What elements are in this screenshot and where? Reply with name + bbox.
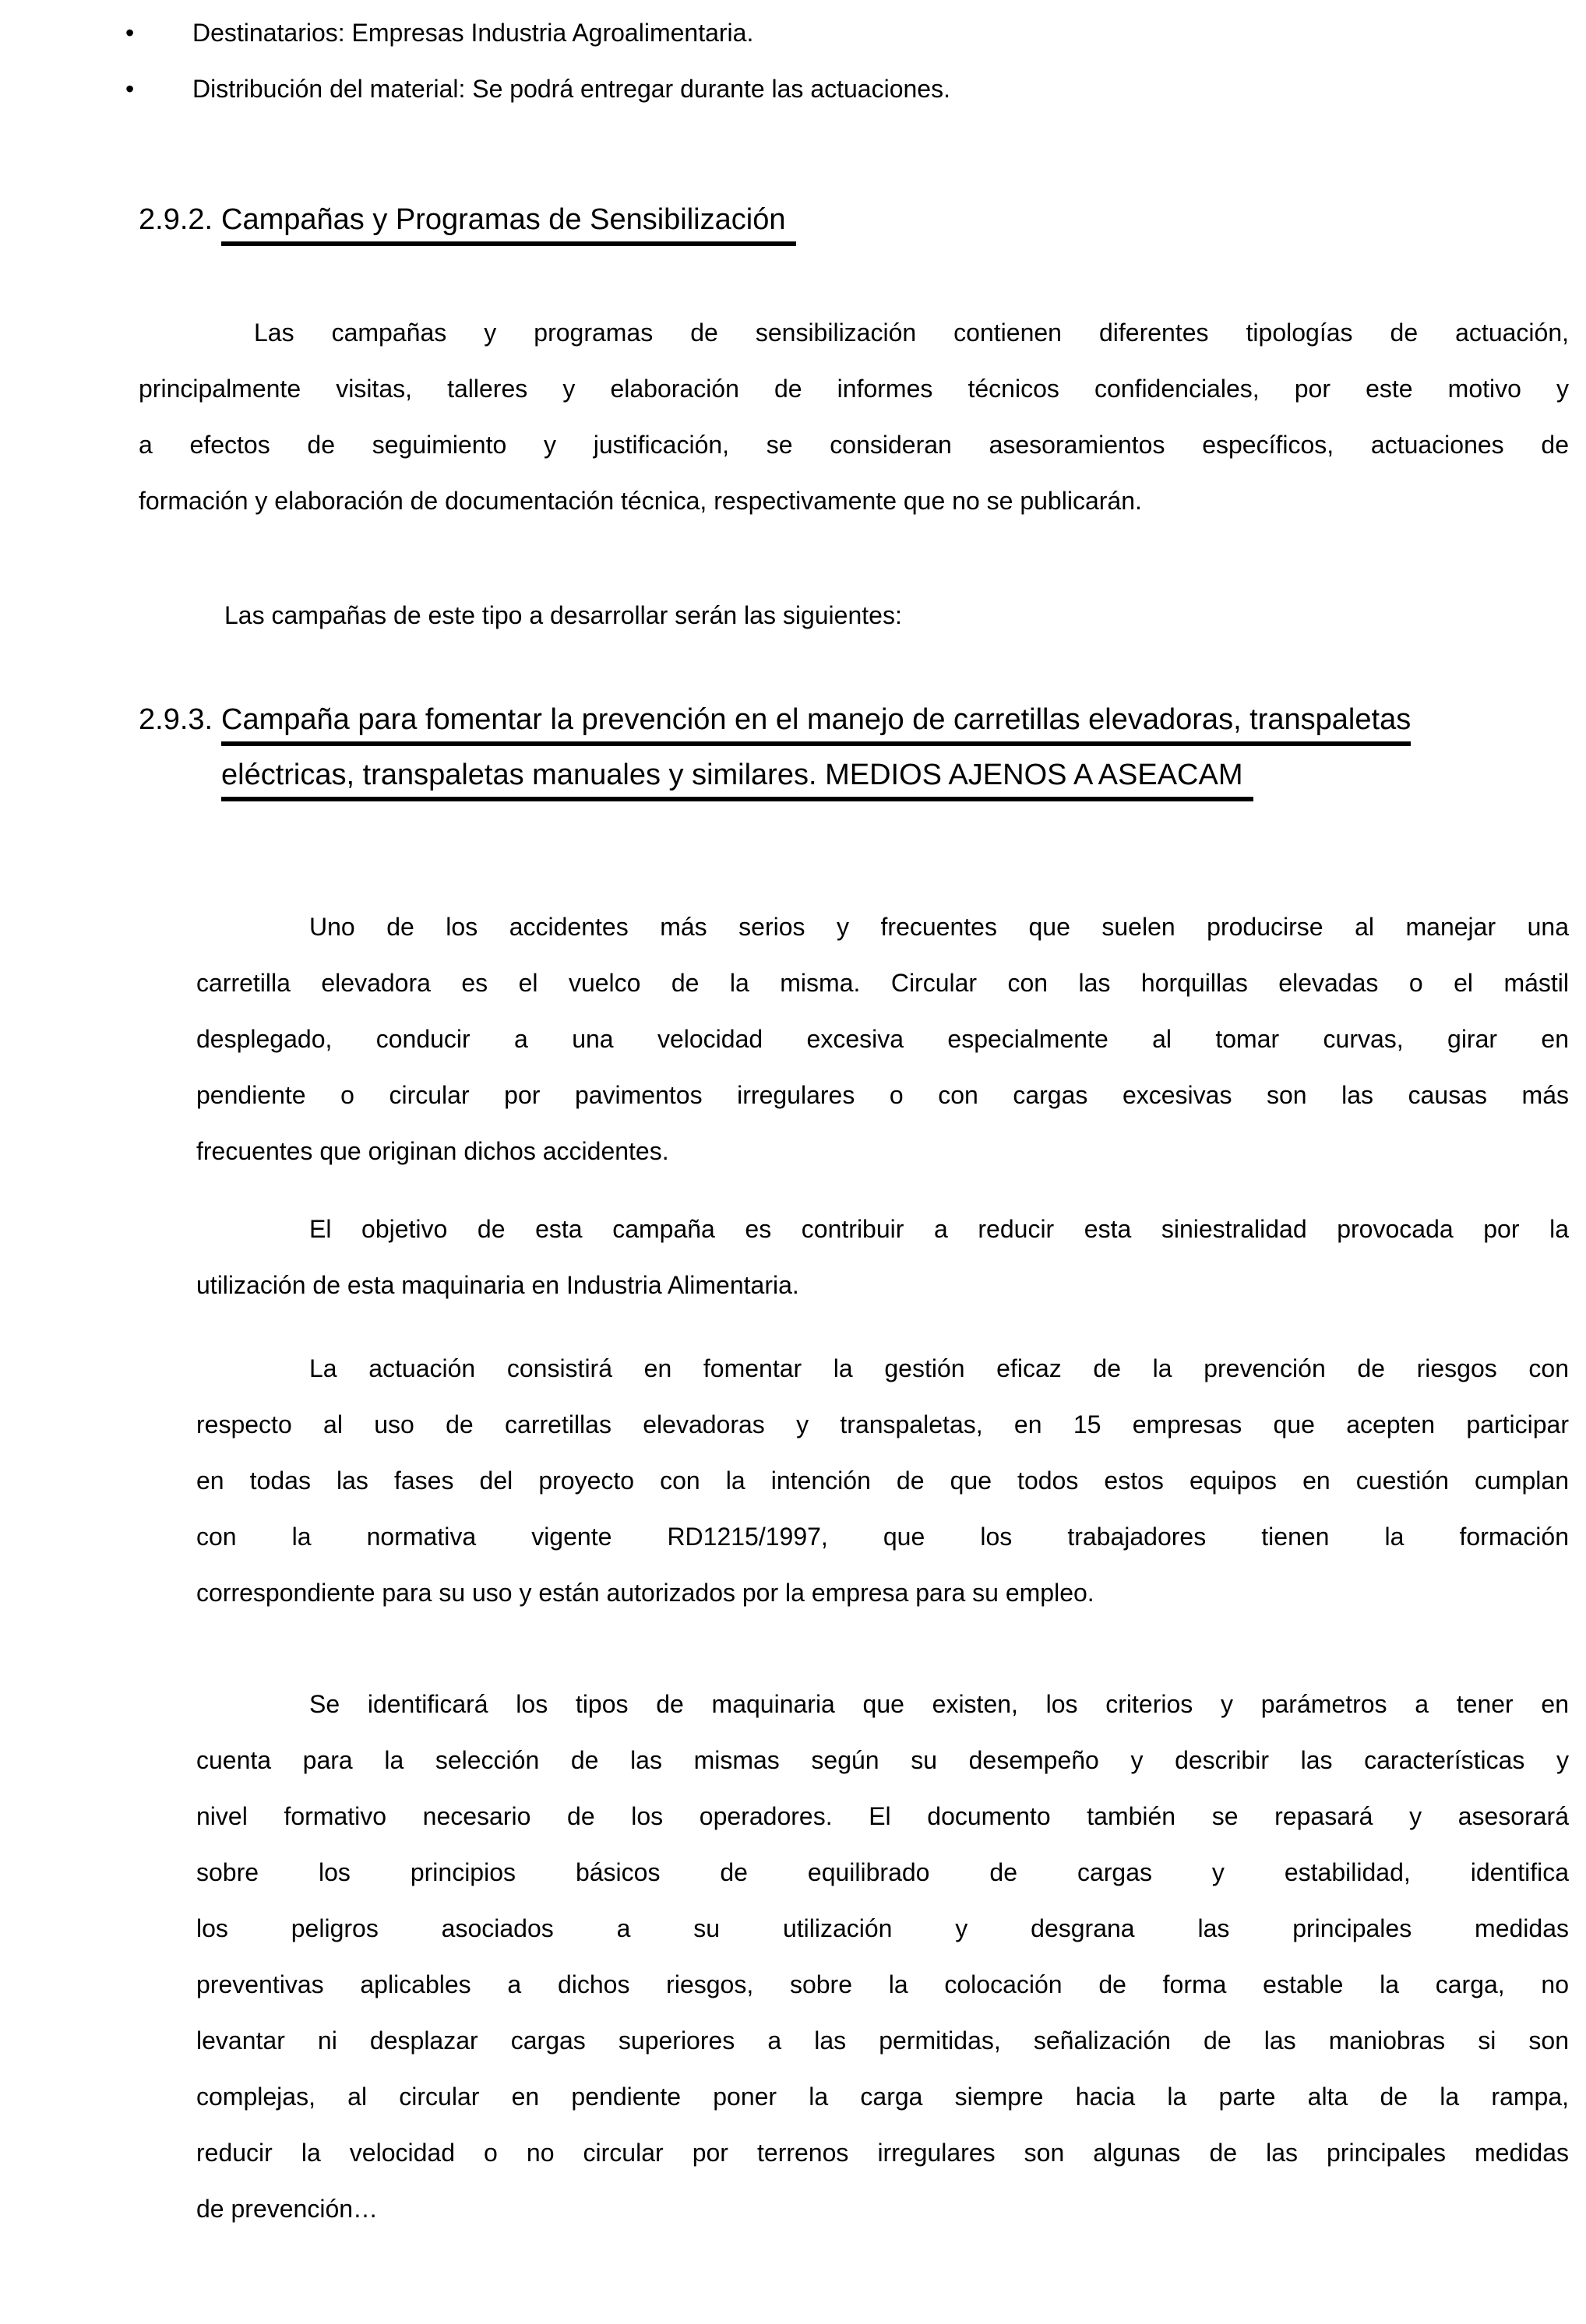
paragraph-identificara bbox=[139, 1676, 1569, 2237]
paragraph-line: El objetivo de esta campaña es contribuir a reducir esta siniestralidad provocada por la bbox=[309, 1215, 1569, 1243]
paragraph-intro bbox=[139, 305, 1569, 529]
paragraph-line: desplegado, conducir a una velocidad excesiva especialmente al tomar curvas, girar en bbox=[196, 1025, 1569, 1053]
bullet-list bbox=[125, 5, 1569, 117]
paragraph-line: Se identificará los tipos de maquinaria que existen, los criterios y parámetros a tener en bbox=[309, 1690, 1569, 1718]
heading-line-2 bbox=[221, 748, 1569, 803]
paragraph-actuacion bbox=[139, 1340, 1569, 1621]
heading-title-line1: Campaña para fomentar la prevención en el manejo de carretillas elevadoras, transpaletas bbox=[221, 703, 1411, 746]
bullet-item bbox=[125, 61, 1569, 117]
heading-number: 2.9.3. bbox=[139, 703, 213, 736]
heading-number: 2.9.2. bbox=[139, 203, 213, 236]
paragraph-line: los peligros asociados a su utilización y desgrana las principales medidas bbox=[196, 1914, 1569, 1942]
paragraph-line: nivel formativo necesario de los operadores. El documento también se repasará y asesorará bbox=[196, 1802, 1569, 1830]
paragraph-line: cuenta para la selección de las mismas según su desempeño y describir las características y bbox=[196, 1746, 1569, 1774]
paragraph-line: con la normativa vigente RD1215/1997, que los trabajadores tienen la formación bbox=[196, 1523, 1569, 1551]
bullet-icon: • bbox=[125, 75, 135, 103]
bullet-text: Distribución del material: Se podrá entregar durante las actuaciones. bbox=[192, 75, 950, 103]
bullet-text: Destinatarios: Empresas Industria Agroalimentaria. bbox=[192, 19, 754, 47]
lead-line: Las campañas de este tipo a desarrollar serán las siguientes: bbox=[224, 601, 902, 629]
paragraph-uno bbox=[139, 899, 1569, 1179]
paragraph-line: reducir la velocidad o no circular por terrenos irregulares son algunas de las principales medidas bbox=[196, 2139, 1569, 2167]
paragraph-line: La actuación consistirá en fomentar la gestión eficaz de la prevención de riesgos con bbox=[309, 1354, 1569, 1382]
paragraph-line: frecuentes que originan dichos accidentes. bbox=[196, 1137, 669, 1165]
paragraph-line: utilización de esta maquinaria en Industria Alimentaria. bbox=[196, 1271, 799, 1299]
paragraph-line: pendiente o circular por pavimentos irregulares o con cargas excesivas son las causas más bbox=[196, 1081, 1569, 1109]
heading-title: Campañas y Programas de Sensibilización bbox=[221, 203, 796, 246]
paragraph-line: Las campañas y programas de sensibilización contienen diferentes tipologías de actuación, bbox=[254, 319, 1569, 347]
bullet-icon: • bbox=[125, 19, 135, 47]
heading-title-line2: eléctricas, transpaletas manuales y similares. MEDIOS AJENOS A ASEACAM bbox=[221, 759, 1253, 801]
bullet-item bbox=[125, 5, 1569, 61]
paragraph-line: formación y elaboración de documentación técnica, respectivamente que no se publicarán. bbox=[139, 487, 1142, 515]
paragraph-line: de prevención… bbox=[196, 2195, 379, 2223]
paragraph-line: levantar ni desplazar cargas superiores a las permitidas, señalización de las maniobras si son bbox=[196, 2026, 1569, 2055]
heading-line-1 bbox=[139, 692, 1569, 748]
paragraph-line: Uno de los accidentes más serios y frecuentes que suelen producirse al manejar una bbox=[309, 913, 1569, 941]
paragraph-line: respecto al uso de carretillas elevadoras y transpaletas, en 15 empresas que acepten participar bbox=[196, 1410, 1569, 1438]
section-heading-2-9-2 bbox=[139, 192, 1569, 248]
section-heading-2-9-3 bbox=[139, 692, 1569, 803]
paragraph-objetivo bbox=[139, 1201, 1569, 1313]
paragraph-line: a efectos de seguimiento y justificación, se consideran asesoramientos específicos, actuaciones de bbox=[139, 431, 1569, 459]
paragraph-line: principalmente visitas, talleres y elaboración de informes técnicos confidenciales, por este motivo y bbox=[139, 375, 1569, 403]
paragraph-line: complejas, al circular en pendiente poner la carga siempre hacia la parte alta de la rampa, bbox=[196, 2083, 1569, 2111]
paragraph-line: preventivas aplicables a dichos riesgos, sobre la colocación de forma estable la carga, no bbox=[196, 1970, 1569, 1998]
paragraph-line: correspondiente para su uso y están autorizados por la empresa para su empleo. bbox=[196, 1579, 1094, 1607]
paragraph-line: sobre los principios básicos de equilibrado de cargas y estabilidad, identifica bbox=[196, 1858, 1569, 1886]
paragraph-line: en todas las fases del proyecto con la intención de que todos estos equipos en cuestión cumplan bbox=[196, 1467, 1569, 1495]
paragraph-line: carretilla elevadora es el vuelco de la misma. Circular con las horquillas elevadas o el mástil bbox=[196, 969, 1569, 997]
